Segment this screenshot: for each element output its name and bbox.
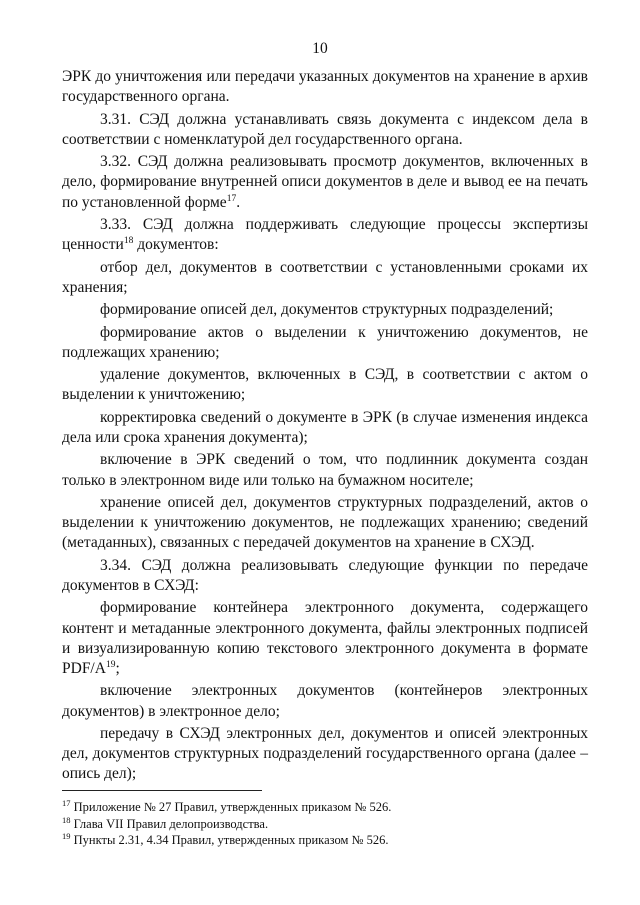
paragraph-text: ЭРК до уничтожения или передачи указанных документов на хранение в архив государственного органа. <box>62 68 588 106</box>
footnote <box>62 832 592 849</box>
footnote-number: 19 <box>62 831 71 841</box>
paragraph-text: включение электронных документов (контейнеров электронных документов) в электронное дело; <box>62 682 588 720</box>
footnote-text: Приложение № 27 Правил, утвержденных приказом № 526. <box>70 800 392 814</box>
footnote-separator <box>62 790 262 791</box>
paragraph-text: формирование актов о выделении к уничтожению документов, не подлежащих хранению; <box>62 323 588 361</box>
paragraph-text: удаление документов, включенных в СЭД, в соответствии с актом о выделении к уничтожению; <box>62 366 588 404</box>
footnotes <box>62 799 592 849</box>
paragraph <box>62 598 588 679</box>
paragraph-text: формирование контейнера электронного документа, содержащего контент и метаданные электронного документа, файлы электронных подписей и визуализированную копию текстового электронного документа в формате PDF/A <box>62 599 588 677</box>
paragraph-text: формирование описей дел, документов структурных подразделений; <box>100 301 554 319</box>
paragraph <box>62 408 588 448</box>
footnote-number: 17 <box>62 798 71 808</box>
paragraph-text: передачу в СХЭД электронных дел, документов и описей электронных дел, документов структурных подразделений государственного органа (далее – опись дел); <box>62 724 588 783</box>
paragraph-text: ; <box>115 659 120 677</box>
paragraph <box>62 681 588 721</box>
page-number: 10 <box>312 40 328 57</box>
paragraph-text: корректировка сведений о документе в ЭРК (в случае изменения индекса дела или срока хранения документа); <box>62 408 588 446</box>
footnote-reference[interactable]: 17 <box>226 193 237 204</box>
footnote <box>62 799 592 816</box>
paragraph-text: . <box>236 193 241 211</box>
footnote-text: Глава VII Правил делопроизводства. <box>70 816 269 831</box>
paragraph-text: документов: <box>133 236 219 254</box>
paragraph <box>62 258 588 298</box>
paragraph <box>62 724 588 785</box>
paragraph <box>62 450 588 490</box>
paragraph <box>62 215 588 255</box>
paragraph-text: 3.34. СЭД должна реализовывать следующие функции по передаче документов в СХЭД: <box>62 556 588 594</box>
footnote-reference[interactable]: 19 <box>105 659 116 670</box>
paragraph <box>62 493 588 554</box>
paragraph <box>62 323 588 363</box>
paragraph-text: хранение описей дел, документов структурных подразделений, актов о выделении к уничтожению документов, не подлежащих хранению; сведений (метаданных), связанных с передачей документов на хранение в СХЭД. <box>62 493 588 552</box>
footnote-text: Пункты 2.31, 4.34 Правил, утвержденных приказом № 526. <box>70 833 389 847</box>
footnote-reference[interactable]: 18 <box>123 236 134 247</box>
document-body <box>62 67 588 787</box>
paragraph <box>62 300 588 320</box>
paragraph-text: отбор дел, документов в соответствии с установленными сроками их хранения; <box>62 258 588 296</box>
paragraph-text: 3.33. СЭД должна поддерживать следующие процессы экспертизы ценности <box>62 215 588 254</box>
paragraph-text: 3.32. СЭД должна реализовывать просмотр документов, включенных в дело, формирование внутренней описи документов в деле и вывод ее на печать по установленной форме <box>62 153 588 211</box>
footnote <box>62 816 592 833</box>
paragraph <box>62 152 588 213</box>
footnote-number: 18 <box>62 814 71 825</box>
paragraph <box>62 110 588 150</box>
paragraph <box>62 67 588 107</box>
paragraph <box>62 556 588 596</box>
paragraph-text: 3.31. СЭД должна устанавливать связь документа с индексом дела в соответствии с номенклатурой дел государственного органа. <box>62 110 588 148</box>
paragraph-text: включение в ЭРК сведений о том, что подлинник документа создан только в электронном виде или только на бумажном носителе; <box>62 451 588 489</box>
paragraph <box>62 365 588 405</box>
